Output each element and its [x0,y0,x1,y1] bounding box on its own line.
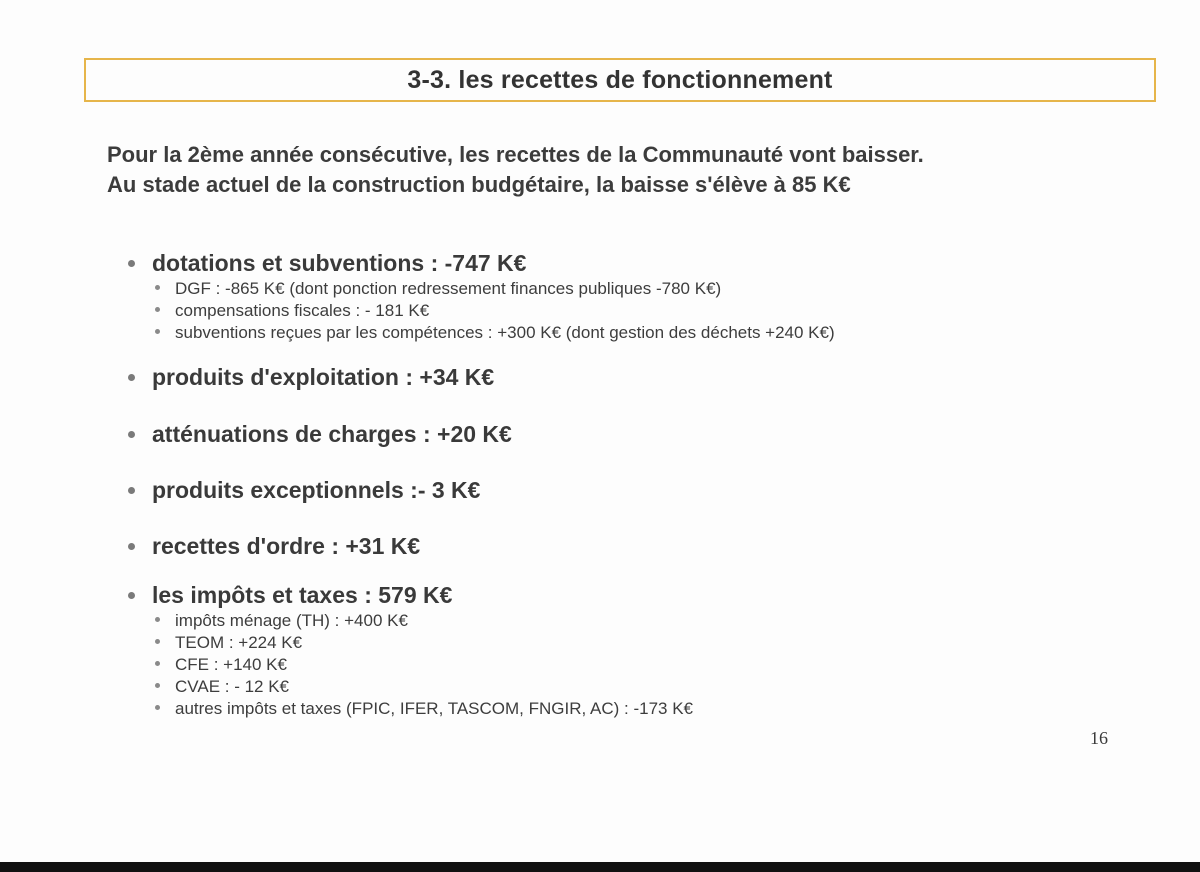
sub-item-label: CVAE : - 12 K€ [175,677,290,696]
bullet-item-impots-taxes [128,582,693,721]
sub-list [155,611,693,721]
bullet-item-recettes-ordre [128,533,420,560]
sub-bullet-dot-icon [155,661,160,666]
sub-item [155,611,693,633]
bullet-dot-icon [128,260,135,267]
sub-item [155,699,693,721]
sub-bullet-dot-icon [155,639,160,644]
sub-list [155,279,835,345]
sub-bullet-dot-icon [155,617,160,622]
bullet-item-produits-exceptionnels [128,477,480,504]
sub-item-label: DGF : -865 K€ (dont ponction redressement finances publiques -780 K€) [175,279,722,298]
page-number: 16 [1090,728,1108,748]
sub-item-label: TEOM : +224 K€ [175,633,303,652]
bullet-dot-icon [128,543,135,550]
bullet-label: produits d'exploitation : +34 K€ [152,364,495,390]
sub-item [155,633,693,655]
bullet-item-attenuations [128,421,512,448]
sub-bullet-dot-icon [155,285,160,290]
bullet-dot-icon [128,487,135,494]
bullet-label: atténuations de charges : +20 K€ [152,421,512,447]
sub-bullet-dot-icon [155,683,160,688]
bullet-label: dotations et subventions : -747 K€ [152,250,527,276]
bullet-label: recettes d'ordre : +31 K€ [152,533,421,559]
sub-item [155,279,835,301]
sub-item-label: subventions reçues par les compétences : +300 K€ (dont gestion des déchets +240 K€) [175,323,835,342]
sub-item [155,301,835,323]
bullet-label: les impôts et taxes : 579 K€ [152,582,453,608]
bullet-dot-icon [128,374,135,381]
sub-item [155,677,693,699]
sub-item-label: compensations fiscales : - 181 K€ [175,301,430,320]
bullet-item-dotations [128,250,835,345]
intro-line-2: Au stade actuel de la construction budgétaire, la baisse s'élève à 85 K€ [107,172,851,197]
sub-bullet-dot-icon [155,329,160,334]
sub-bullet-dot-icon [155,705,160,710]
intro-paragraph [107,140,924,200]
slide-title: 3-3. les recettes de fonctionnement [407,65,833,94]
bullet-label: produits exceptionnels :- 3 K€ [152,477,481,503]
slide-title-box [84,58,1156,102]
sub-item-label: impôts ménage (TH) : +400 K€ [175,611,408,630]
bullet-dot-icon [128,431,135,438]
sub-bullet-dot-icon [155,307,160,312]
bullet-item-produits-exploitation [128,364,494,391]
sub-item-label: CFE : +140 K€ [175,655,287,674]
bullet-dot-icon [128,592,135,599]
scan-bottom-edge [0,862,1200,872]
intro-line-1: Pour la 2ème année consécutive, les recettes de la Communauté vont baisser. [107,142,924,167]
sub-item-label: autres impôts et taxes (FPIC, IFER, TASCOM, FNGIR, AC) : -173 K€ [175,699,694,718]
sub-item [155,655,693,677]
sub-item [155,323,835,345]
